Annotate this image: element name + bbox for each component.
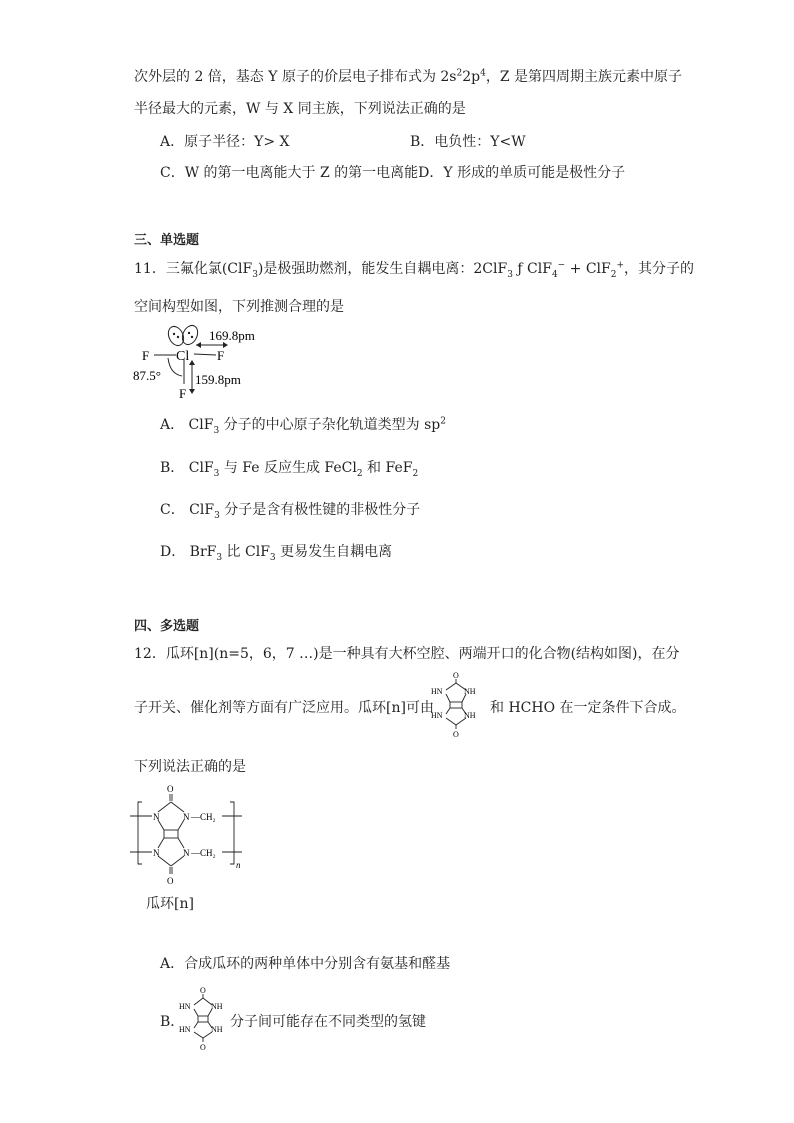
cucurbituril-caption: 瓜环[n]: [146, 896, 194, 912]
hn-label: HN: [431, 711, 443, 720]
o-label: O: [453, 671, 459, 680]
cl-atom-label: Cl: [176, 349, 190, 364]
nh-label: NH: [464, 687, 476, 696]
clf3-structure-figure: [130, 322, 280, 402]
hn-label: HN: [431, 687, 443, 696]
hn-label: HN: [179, 1002, 191, 1011]
q12-stem-line3: 下列说法正确的是: [134, 759, 246, 775]
cucurbituril-polymer-structure: [128, 782, 268, 888]
nh-label: NH: [464, 711, 476, 720]
q11-stem-line2: 空间构型如图，下列推测合理的是: [134, 299, 344, 315]
n-label: N: [183, 848, 190, 858]
f-atom-right: F: [217, 348, 225, 363]
q12-option-b-label[interactable]: B．: [160, 1014, 185, 1030]
q12-option-a[interactable]: A．合成瓜环的两种单体中分别含有氨基和醛基: [160, 956, 451, 972]
q12-stem-line2-post: 和 HCHO 在一定条件下合成。: [490, 700, 686, 716]
q11-option-b[interactable]: B． ClF$_3$ 与 Fe 反应生成 FeCl$_2$ 和 FeF$_2$: [160, 460, 419, 479]
f-atom-left: F: [142, 348, 150, 363]
nh-label: NH: [211, 1025, 223, 1034]
q10-option-b[interactable]: B．电负性：Y<W: [410, 134, 526, 150]
q11-option-a[interactable]: A． ClF$_3$ 分子的中心原子杂化轨道类型为 $sp^2$: [160, 416, 446, 436]
q12-stem-line1: 12．瓜环[n](n=5，6，7 …)是一种具有大杯空腔、两端开口的化合物(结构如图)，在分: [134, 646, 680, 662]
bond-angle-label: 87.5°: [133, 368, 161, 383]
q11-stem-line1: 11．三氟化氯(ClF$_3$)是极强助燃剂，能发生自耦电离：2ClF$_3$ ƒ ClF$_4$− + ClF$_2$+，其分子的: [134, 260, 695, 280]
o-label: O: [200, 986, 206, 995]
o-label: O: [167, 876, 174, 886]
q11-option-d[interactable]: D． BrF$_3$ 比 ClF$_3$ 更易发生自耦电离: [160, 544, 393, 563]
q11-option-c[interactable]: C． ClF$_3$ 分子是含有极性键的非极性分子: [160, 502, 421, 521]
ch2-label: —CH₂: [191, 848, 216, 858]
glycoluril-structure-option-b: [174, 984, 232, 1052]
n-label: N: [183, 812, 190, 822]
q10-option-cd[interactable]: C．W 的第一电离能大于 Z 的第一电离能D．Y 形成的单质可能是极性分子: [160, 165, 626, 181]
nh-label: NH: [211, 1002, 223, 1011]
n-label: N: [153, 812, 160, 822]
q10-option-a[interactable]: A．原子半径：Y> X: [160, 134, 290, 150]
bond-length-159: 159.8pm: [195, 372, 241, 387]
ch2-label: —CH₂: [191, 812, 216, 822]
subscript-n-label: n: [236, 860, 241, 870]
f-atom-bottom: F: [179, 386, 187, 401]
o-label: O: [200, 1043, 206, 1052]
o-label: O: [167, 784, 174, 794]
q12-stem-line2-pre: 子开关、催化剂等方面有广泛应用。瓜环[n]可由: [134, 700, 434, 716]
q10-line1: 次外层的 2 倍，基态 Y 原子的价层电子排布式为 $2s^22p^4$，Z 是第四周期主族元素中原子: [134, 68, 683, 85]
hn-label: HN: [179, 1025, 191, 1034]
bond-length-169: 169.8pm: [209, 328, 255, 343]
section-title-multiple-choice: 四、多选题: [134, 619, 200, 634]
q10-line2: 半径最大的元素，W 与 X 同主族，下列说法正确的是: [134, 101, 466, 117]
o-label: O: [453, 730, 459, 739]
glycoluril-structure-inline: [424, 668, 488, 740]
n-label: N: [153, 848, 160, 858]
section-title-single-choice: 三、单选题: [134, 233, 200, 248]
q12-option-b-text[interactable]: 分子间可能存在不同类型的氢键: [230, 1014, 426, 1030]
